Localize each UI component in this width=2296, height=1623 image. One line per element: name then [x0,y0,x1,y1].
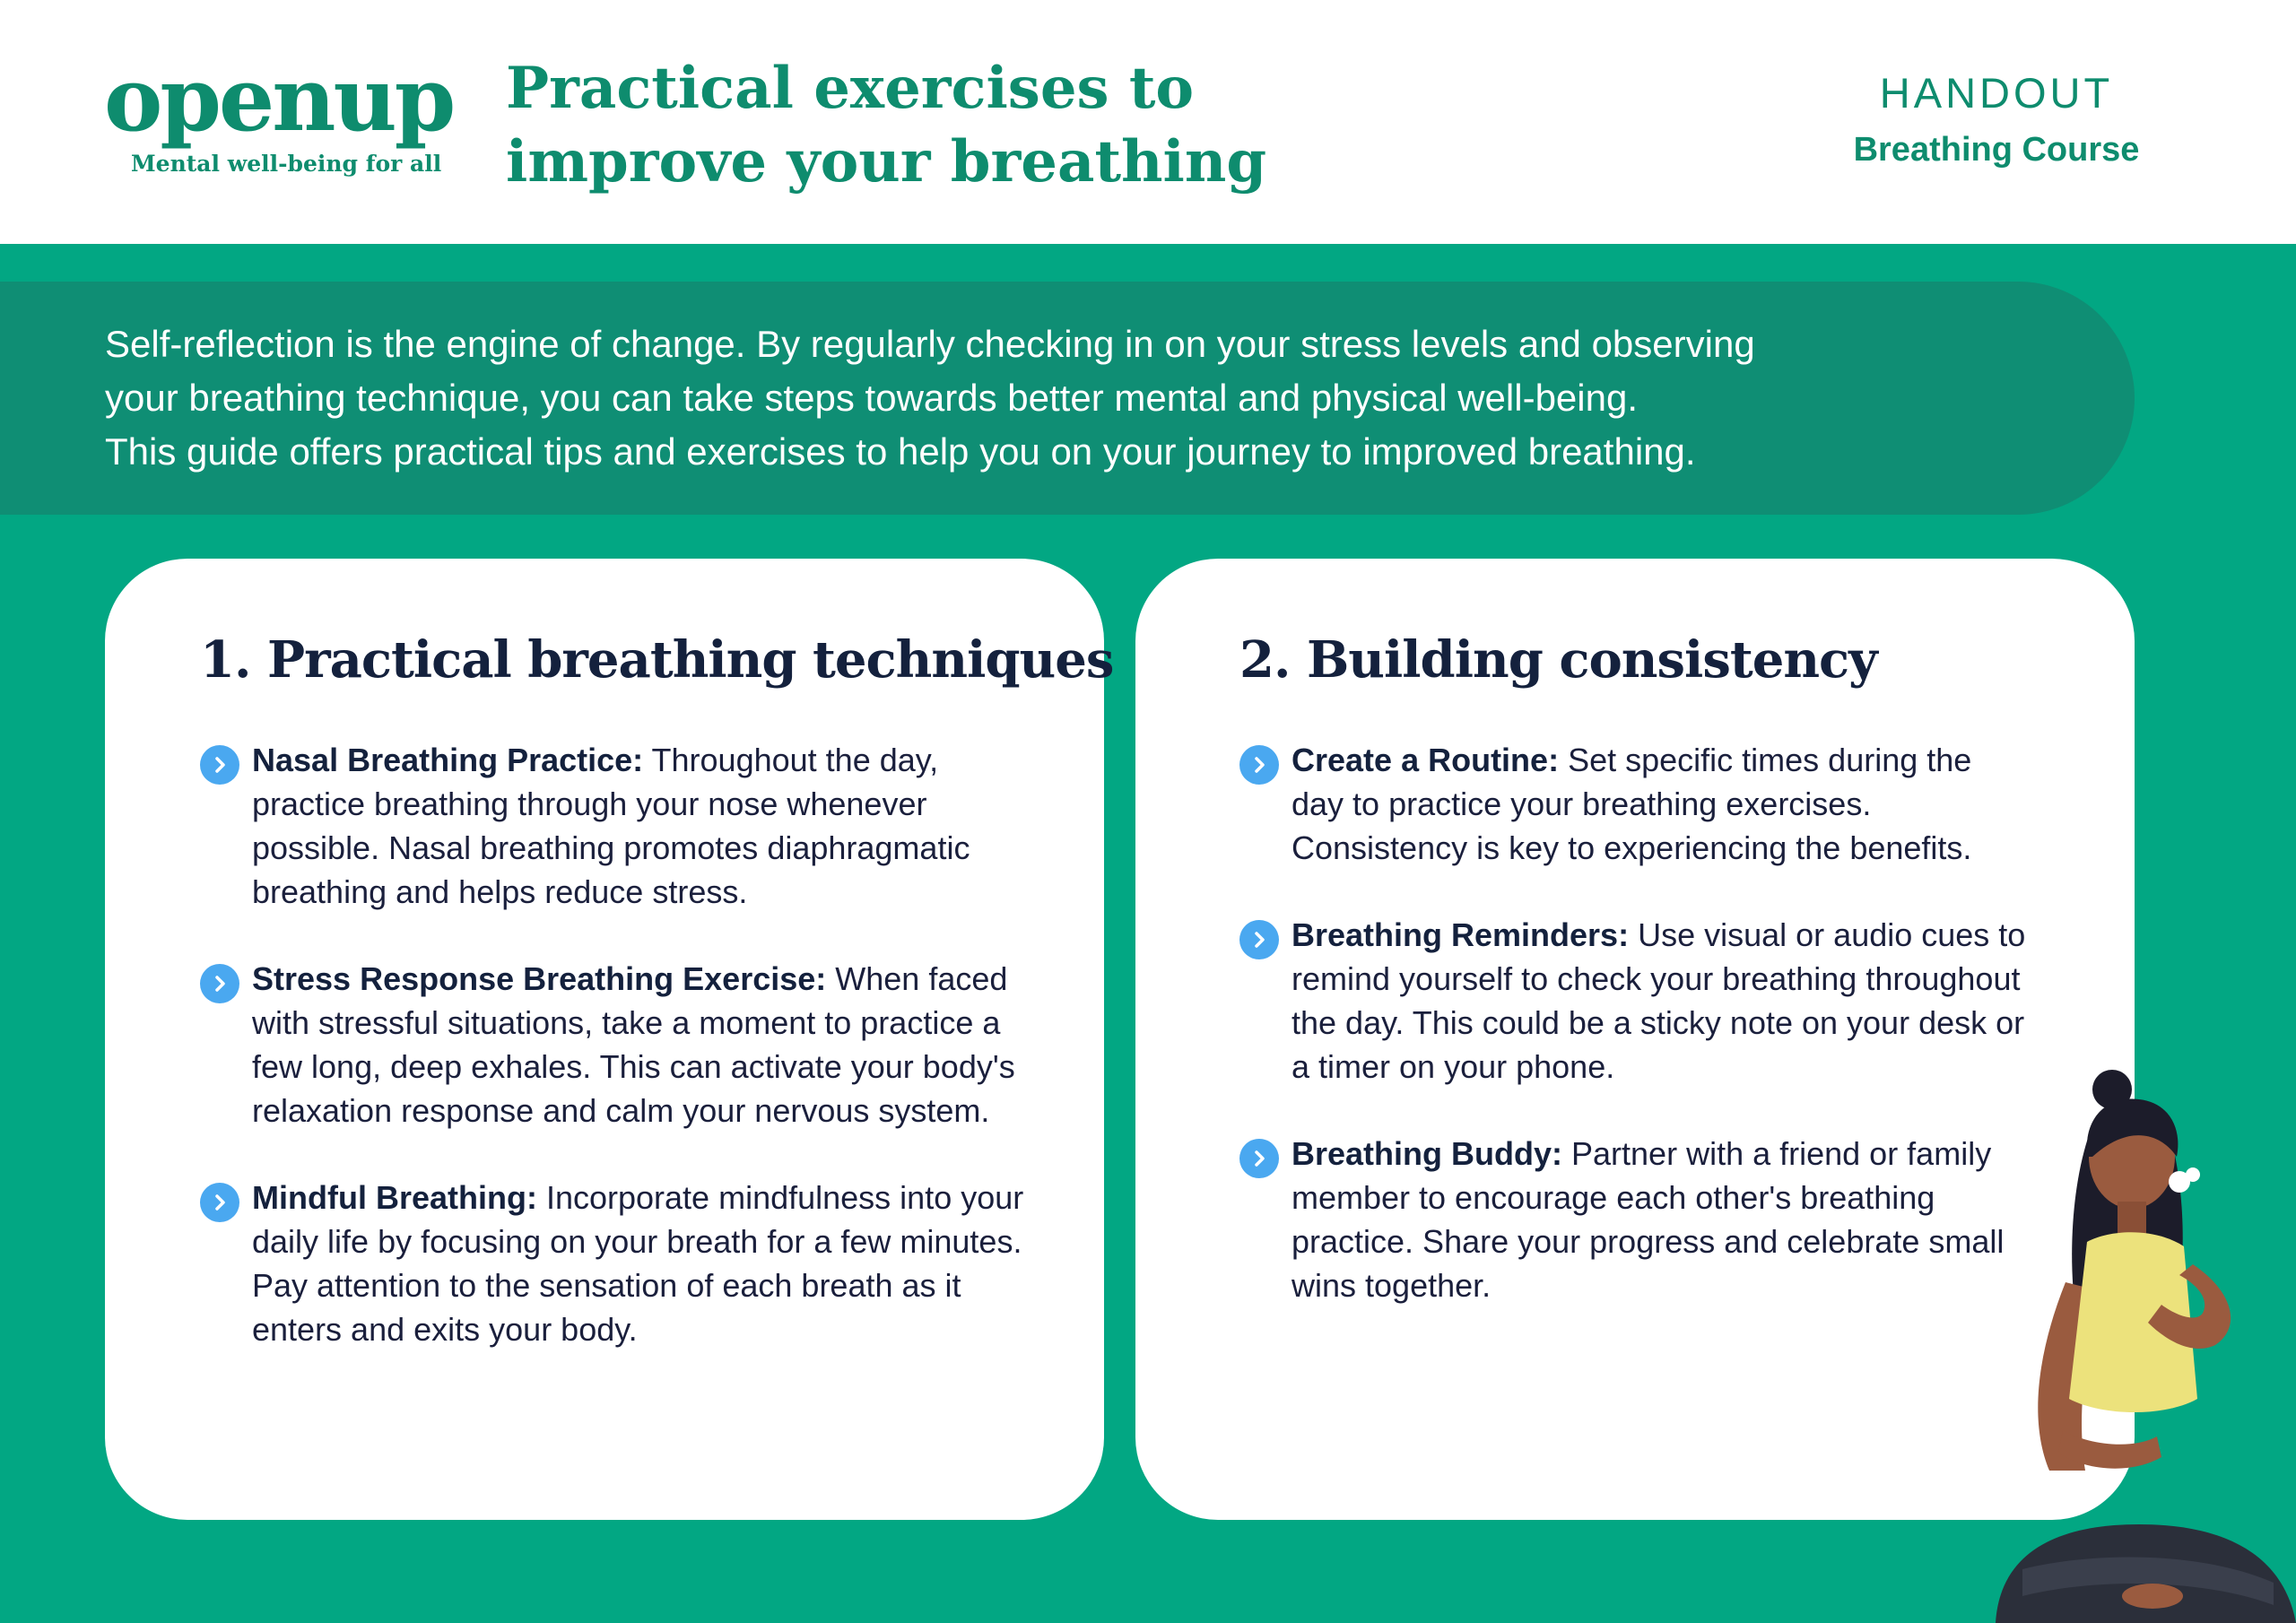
section-title: 1. Practical breathing techniques [200,630,1114,690]
list-item [1239,1132,2029,1307]
list-item-title: Mindful Breathing: [252,1179,537,1216]
list-item-body: When faced with stressful situations, take a moment to practice a few long, deep exhales. This can activate your body's relaxation response and calm your nervous system. [252,960,1015,1129]
section-list [1239,738,2029,1350]
list-item-text [252,1176,1043,1351]
chevron-right-circle-icon [1239,920,1279,959]
chevron-right-circle-icon [1239,1139,1279,1178]
intro-banner [0,282,2135,515]
course-name: Breathing Course [1853,131,2140,169]
logo-wordmark: openup [104,48,454,152]
logo-tagline: Mental well-being for all [131,151,442,177]
intro-text [105,317,2114,479]
intro-line3: This guide offers practical tips and exercises to help you on your journey to improved breathing. [105,430,1696,473]
list-item [200,957,1043,1133]
page-title [506,52,1313,199]
brand-logo [104,48,454,177]
list-item-body: Set specific times during the day to practice your breathing exercises. Consistency is key to experiencing the benefits. [1292,742,1972,866]
intro-line1: Self-reflection is the engine of change. By regularly checking in on your stress levels and observing [105,323,1755,365]
list-item [1239,738,2029,870]
page-title-line1: Practical exercises to [506,55,1195,122]
section-card-techniques [105,559,1114,1520]
intro-line2: your breathing technique, you can take steps towards better mental and physical well-being. [105,377,1638,419]
section-title: 2. Building consistency [1239,630,1877,690]
list-item-body: Incorporate mindfulness into your daily life by focusing on your breath for a few minutes. Pay attention to the sensation of each breath as it enters and exits your body. [252,1179,1024,1348]
list-item [200,738,1043,914]
list-item-title: Stress Response Breathing Exercise: [252,960,827,997]
list-item-title: Breathing Buddy: [1292,1135,1562,1172]
doc-type-label: HANDOUT [1879,69,2114,117]
list-item [1239,913,2029,1089]
list-item-title: Create a Routine: [1292,742,1560,778]
list-item [200,1176,1043,1351]
header [0,0,2296,244]
list-item-body: Use visual or audio cues to remind yourself to check your breathing throughout the day. This could be a sticky note on your desk or a timer on your phone. [1292,916,2026,1085]
list-item-text [1292,738,2029,870]
list-item-text [252,738,1043,914]
chevron-right-circle-icon [200,745,239,785]
list-item-title: Nasal Breathing Practice: [252,742,644,778]
list-item-body: Partner with a friend or family member to encourage each other's breathing practice. Share your progress and celebrate small wins together. [1292,1135,2005,1304]
list-item-text [1292,1132,2029,1307]
breathing-woman-illustration [1987,1022,2296,1623]
chevron-right-circle-icon [200,1183,239,1222]
section-list [200,738,1043,1394]
handout-label-block [1808,68,2185,169]
section-card-consistency [1135,559,2135,1520]
list-item-title: Breathing Reminders: [1292,916,1630,953]
list-item-text [1292,913,2029,1089]
page-title-line2: improve your breathing [506,128,1267,195]
content-area [0,244,2296,1623]
list-item-text [252,957,1043,1133]
chevron-right-circle-icon [200,964,239,1003]
list-item-body: Throughout the day, practice breathing through your nose whenever possible. Nasal breathing promotes diaphragmatic breathing and helps reduce stress. [252,742,970,910]
chevron-right-circle-icon [1239,745,1279,785]
